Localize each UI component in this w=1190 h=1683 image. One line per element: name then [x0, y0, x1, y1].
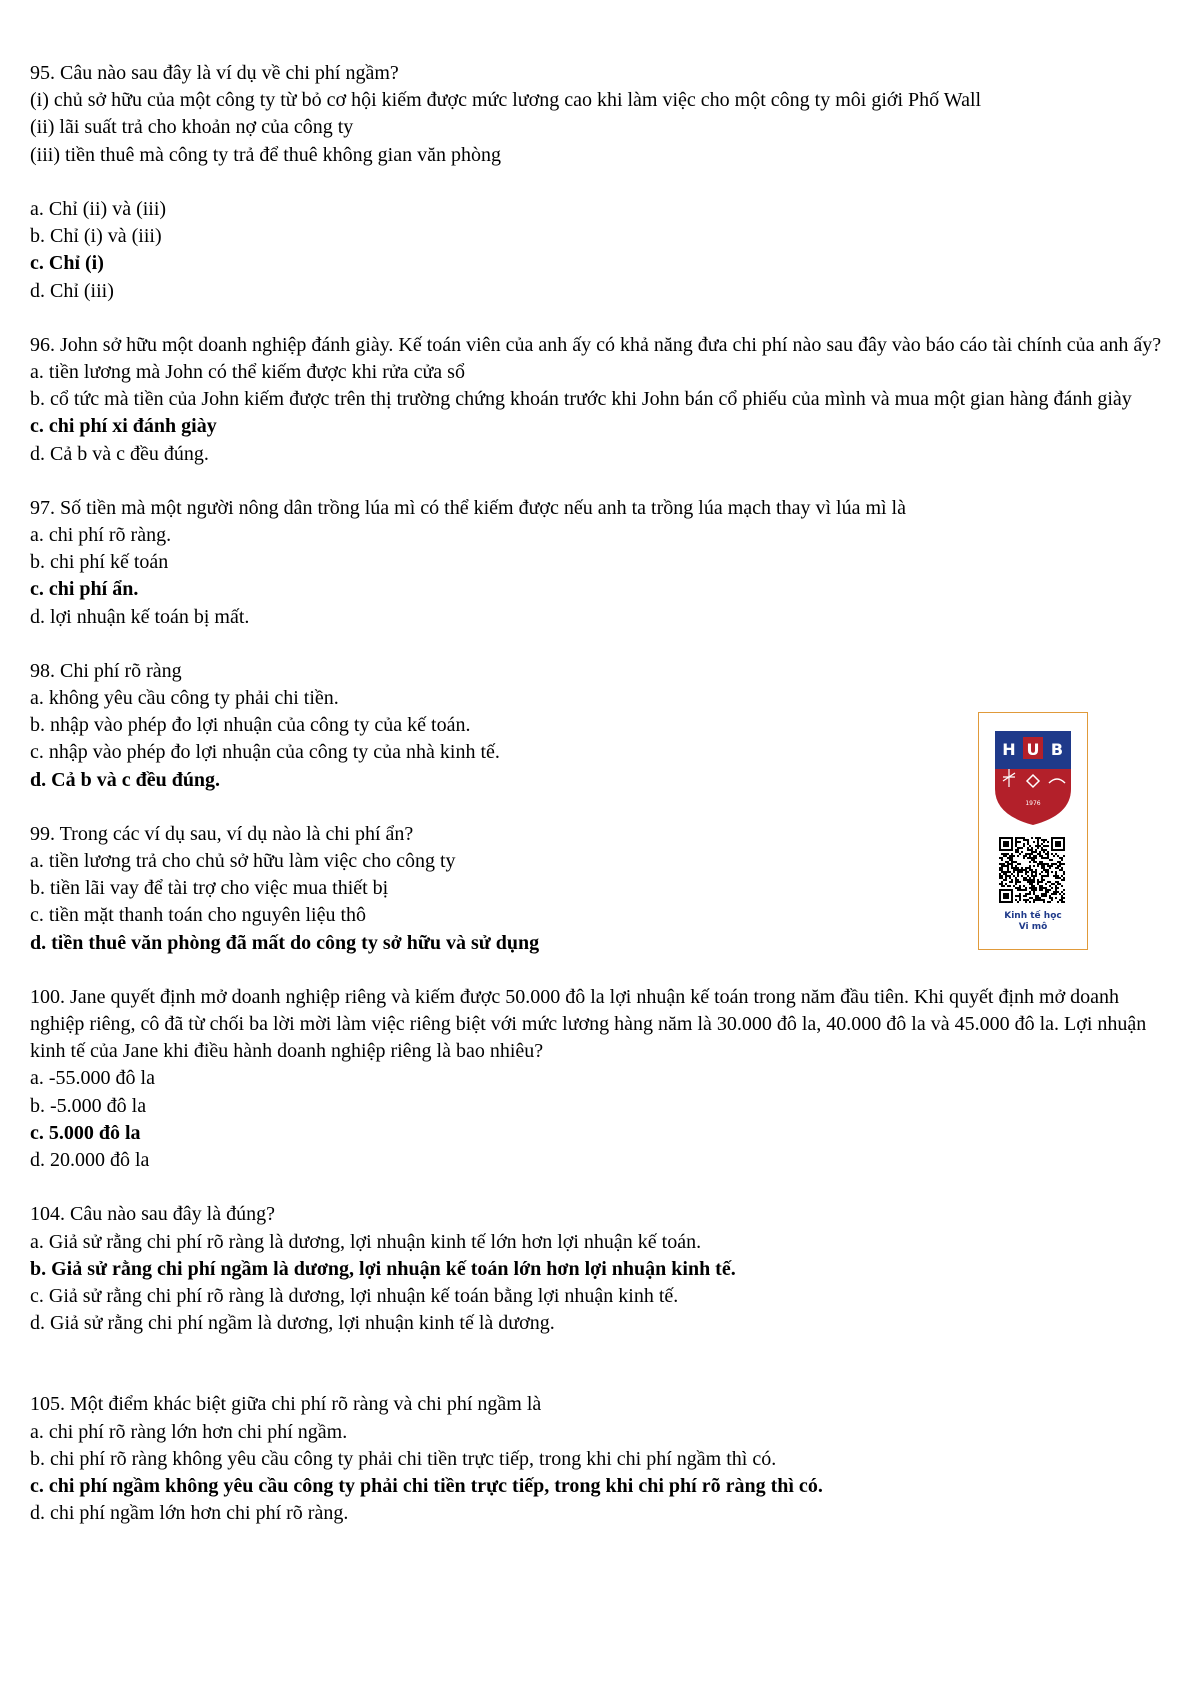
- question-block: [30, 1391, 1170, 1527]
- logo-year: 1976: [1025, 800, 1041, 807]
- answer-option: a. chi phí rõ ràng.: [30, 524, 172, 547]
- question-block: [30, 332, 1170, 468]
- answer-option-correct: c. chi phí ngầm không yêu cầu công ty phải chi tiền trực tiếp, trong khi chi phí rõ ràng thì có.: [30, 1474, 823, 1497]
- answer-option: d. Cả b và c đều đúng.: [30, 442, 209, 465]
- question-text: 99. Trong các ví dụ sau, ví dụ nào là chi phí ẩn?: [30, 822, 414, 845]
- answer-option: d. Giả sử rằng chi phí ngầm là dương, lợi nhuận kinh tế là dương.: [30, 1312, 555, 1335]
- answer-option: c. Giả sử rằng chi phí rõ ràng là dương, lợi nhuận kế toán bằng lợi nhuận kinh tế.: [30, 1284, 679, 1307]
- answer-option: b. tiền lãi vay để tài trợ cho việc mua thiết bị: [30, 877, 389, 900]
- hub-shield-logo: [993, 729, 1073, 827]
- answer-option: a. Chỉ (ii) và (iii): [30, 198, 167, 220]
- answer-option: a. không yêu cầu công ty phải chi tiền.: [30, 687, 339, 710]
- answer-option: b. cổ tức mà tiền của John kiếm được trên thị trường chứng khoán trước khi John bán cổ phiếu của mình và mua một gian hàng đánh giày: [30, 388, 1132, 411]
- logo-letter-b: B: [1050, 740, 1064, 759]
- answer-option: c. nhập vào phép đo lợi nhuận của công ty của nhà kinh tế.: [30, 741, 500, 764]
- question-text: 104. Câu nào sau đây là đúng?: [30, 1203, 275, 1226]
- hub-logo-card: [978, 712, 1088, 950]
- answer-option: b. -5.000 đô la: [30, 1094, 147, 1117]
- question-block: [30, 1201, 1170, 1337]
- answer-option: d. chi phí ngầm lớn hơn chi phí rõ ràng.: [30, 1502, 349, 1525]
- question-text: 95. Câu nào sau đây là ví dụ về chi phí ngầm?: [30, 62, 399, 84]
- logo-caption-line1: Kinh tế học: [1004, 911, 1062, 921]
- question-statement: (i) chủ sở hữu của một công ty từ bỏ cơ hội kiếm được mức lương cao khi làm việc cho một công ty môi giới Phố Wall: [30, 89, 982, 112]
- answer-option: d. 20.000 đô la: [30, 1149, 150, 1172]
- answer-option: a. chi phí rõ ràng lớn hơn chi phí ngầm.: [30, 1420, 348, 1443]
- answer-option-correct: c. Chỉ (i): [30, 252, 104, 275]
- question-block: [30, 60, 1170, 305]
- logo-caption-line2: Vi mô: [1018, 922, 1048, 932]
- answer-option: a. Giả sử rằng chi phí rõ ràng là dương, lợi nhuận kinh tế lớn hơn lợi nhuận kế toán.: [30, 1230, 702, 1253]
- answer-option-correct: c. chi phí ẩn.: [30, 578, 139, 601]
- question-block: [30, 984, 1170, 1174]
- answer-option: a. tiền lương mà John có thể kiếm được khi rửa cửa sổ: [30, 361, 465, 384]
- answer-option-correct: c. 5.000 đô la: [30, 1121, 141, 1144]
- qr-code[interactable]: [999, 837, 1065, 903]
- answer-option: c. tiền mặt thanh toán cho nguyên liệu thô: [30, 904, 367, 927]
- question-text: 96. John sở hữu một doanh nghiệp đánh giày. Kế toán viên của anh ấy có khả năng đưa chi phí nào sau đây vào báo cáo tài chính của anh ấy?: [30, 333, 1162, 356]
- answer-option: b. chi phí kế toán: [30, 551, 169, 574]
- answer-option: b. Chỉ (i) và (iii): [30, 225, 162, 248]
- question-text: 100. Jane quyết định mở doanh nghiệp riêng và kiếm được 50.000 đô la lợi nhuận kế toán trong năm đầu tiên. Khi quyết định mở doanh nghiệp riêng, cô đã từ chối ba lời mời làm việc riêng biệt với mức lương hàng năm là 30.000 đô la, 40.000 đô la và 45.000 đô la. Lợi nhuận kinh tế của Jane khi điều hành doanh nghiệp riêng là bao nhiêu?: [30, 985, 1147, 1063]
- answer-option: d. Chỉ (iii): [30, 279, 114, 302]
- question-statement: (iii) tiền thuê mà công ty trả để thuê không gian văn phòng: [30, 143, 501, 166]
- answer-option: a. -55.000 đô la: [30, 1067, 155, 1090]
- answer-option: b. chi phí rõ ràng không yêu cầu công ty phải chi tiền trực tiếp, trong khi chi phí ngầm thì có.: [30, 1447, 777, 1470]
- question-block: [30, 495, 1170, 631]
- logo-letter-h: H: [1002, 740, 1016, 759]
- answer-option-correct: b. Giả sử rằng chi phí ngầm là dương, lợi nhuận kế toán lớn hơn lợi nhuận kinh tế.: [30, 1257, 736, 1280]
- answer-option: d. lợi nhuận kế toán bị mất.: [30, 605, 250, 628]
- answer-option-correct: c. chi phí xi đánh giày: [30, 415, 217, 438]
- question-text: 98. Chi phí rõ ràng: [30, 659, 182, 682]
- answer-option: a. tiền lương trả cho chủ sở hữu làm việc cho công ty: [30, 850, 456, 873]
- answer-option-correct: d. tiền thuê văn phòng đã mất do công ty sở hữu và sử dụng: [30, 931, 540, 954]
- logo-letter-u: U: [1026, 740, 1040, 759]
- blank-line: [30, 169, 1170, 196]
- answer-option: b. nhập vào phép đo lợi nhuận của công ty của kế toán.: [30, 714, 471, 737]
- question-text: 105. Một điểm khác biệt giữa chi phí rõ ràng và chi phí ngầm là: [30, 1393, 542, 1416]
- question-statement: (ii) lãi suất trả cho khoản nợ của công ty: [30, 116, 354, 139]
- answer-option-correct: d. Cả b và c đều đúng.: [30, 768, 221, 791]
- question-text: 97. Số tiền mà một người nông dân trồng lúa mì có thể kiếm được nếu anh ta trồng lúa mạch thay vì lúa mì là: [30, 496, 906, 519]
